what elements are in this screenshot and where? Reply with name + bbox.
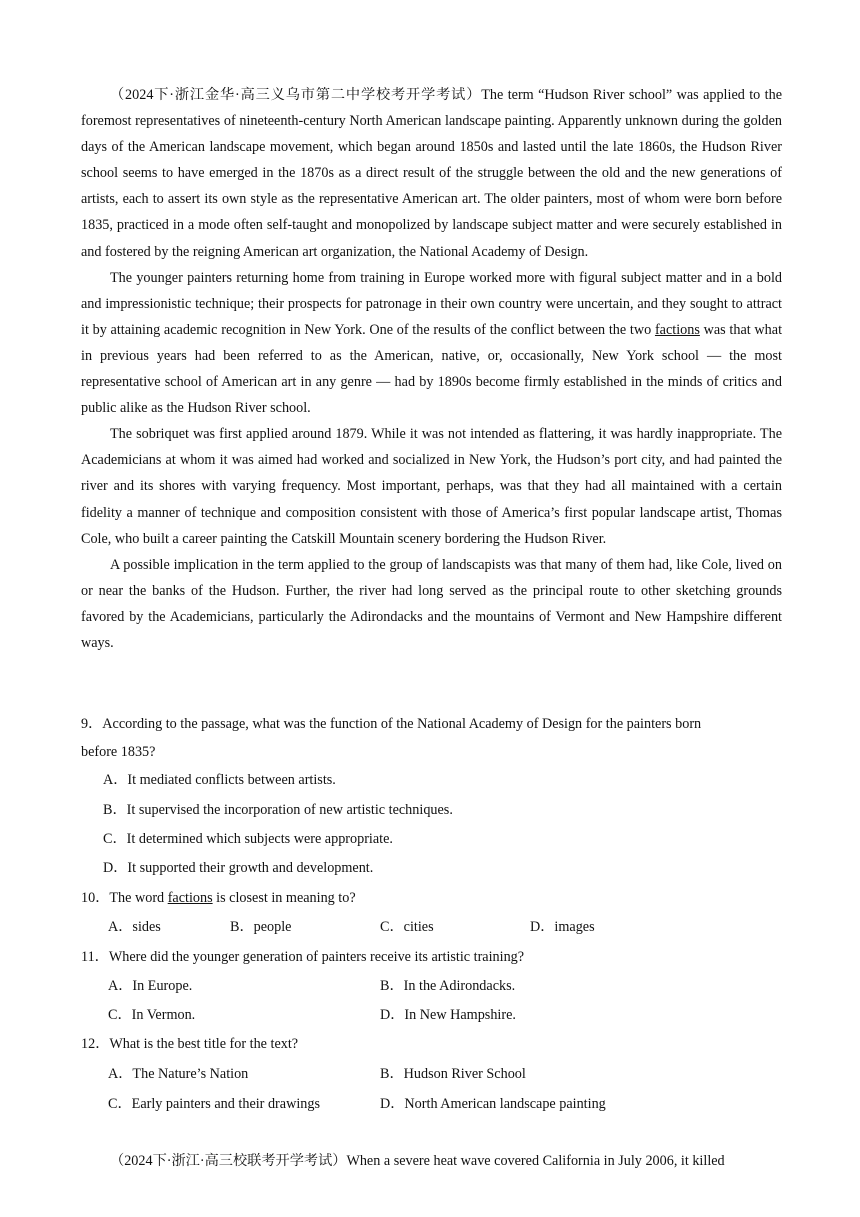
question-9-stem <box>81 714 782 762</box>
question-11-stem: 11．Where did the younger generation of painters receive its artistic training? <box>81 949 525 965</box>
question-9-option-c[interactable]: C．It determined which subjects were appropriate. <box>103 831 393 847</box>
question-10-underlined-word: factions <box>167 890 213 906</box>
question-9-option-b[interactable]: B．It supervised the incorporation of new artistic techniques. <box>103 802 453 818</box>
question-10-option-b[interactable]: B．people <box>230 919 292 935</box>
question-10-suffix: is closest in meaning to? <box>212 890 356 906</box>
question-9-option-d[interactable]: D．It supported their growth and development. <box>103 860 374 876</box>
question-10-prefix: 10．The word <box>81 890 168 906</box>
passage-1 <box>81 82 782 656</box>
question-10-option-d[interactable]: D．images <box>530 919 595 935</box>
question-12-stem: 12．What is the best title for the text? <box>81 1036 299 1052</box>
passage-1-paragraph-2 <box>81 265 782 422</box>
question-10-option-c[interactable]: C．cities <box>380 919 434 935</box>
question-10-option-a[interactable]: A．sides <box>108 919 161 935</box>
question-10-stem <box>81 888 782 908</box>
question-11-option-c[interactable]: C．In Vermon. <box>108 1007 196 1023</box>
question-11-option-a[interactable]: A．In Europe. <box>108 978 193 994</box>
underlined-word-factions: factions <box>654 321 700 338</box>
question-9-option-a[interactable]: A．It mediated conflicts between artists. <box>103 772 336 788</box>
question-12-option-a[interactable]: A．The Nature’s Nation <box>108 1066 249 1082</box>
question-12-option-b[interactable]: B．Hudson River School <box>380 1066 526 1082</box>
paragraph-2-text-before: The younger painters returning home from training in Europe worked more with figural subject matter and in a bold and impressionistic technique; their prospects for patronage in their own country were uncertain, and they sought to attract it by attaining academic recognition in New York. One of the results of the conflict between the two <box>81 269 782 338</box>
paragraph-2-text-after: was that what in previous years had been referred to as the American, native, or, occasionally, New York school — the most representative school of American art in any genre — had by 1890s become firmly established in the minds of critics and public alike as the Hudson River school. <box>81 321 783 417</box>
question-9-stem-line-1: 9．According to the passage, what was the function of the National Academy of Design for the painters born <box>81 716 702 732</box>
question-11-option-b[interactable]: B．In the Adirondacks. <box>380 978 516 994</box>
question-12-option-c[interactable]: C．Early painters and their drawings <box>108 1096 320 1112</box>
question-9-stem-line-2: before 1835? <box>81 744 156 760</box>
question-12-option-d[interactable]: D．North American landscape painting <box>380 1096 606 1112</box>
question-11-option-d[interactable]: D．In New Hampshire. <box>380 1007 516 1023</box>
passage-1-paragraph-3: The sobriquet was first applied around 1879. While it was not intended as flattering, it was hardly inappropriate. The Academicians at whom it was aimed had worked and socialized in New York, the Hudson’s port city, and had painted the river and its shores with varying frequency. Most important, perhaps, was that they had all maintained with a certain fidelity a manner of technique and composition consistent with those of America’s first popular landscape artist, Thomas Cole, who built a career painting the Catskill Mountain scenery bordering the Hudson River. <box>81 426 782 547</box>
passage-1-paragraph-1: （2024下·浙江金华·高三义乌市第二中学校考开学考试）The term “Hudson River school” was applied to the foremost representatives of nineteenth-century North American landscape painting. Apparently unknown during the golden days of the American landscape movement, which began around 1850s and lasted until the late 1860s, the Hudson River school seems to have emerged in the 1870s as a direct result of the struggle between the old and the new generations of artists, each to assert its own style as the representative American art. The older painters, most of whom were born before 1835, practiced in a mode often self-taught and monopolized by landscape subject matter and were securely established in and fostered by the reigning American art organization, the National Academy of Design. <box>81 87 782 260</box>
passage-2-intro: （2024下·浙江·高三校联考开学考试）When a severe heat wave covered California in July 2006, it killed <box>110 1153 725 1169</box>
passage-1-paragraph-4: A possible implication in the term applied to the group of landscapists was that many of them had, like Cole, lived on or near the banks of the Hudson. Further, the river had long served as the principal route to other sketching grounds favored by the Academicians, particularly the Adirondacks and the mountains of Vermont and New Hampshire different ways. <box>81 556 782 651</box>
